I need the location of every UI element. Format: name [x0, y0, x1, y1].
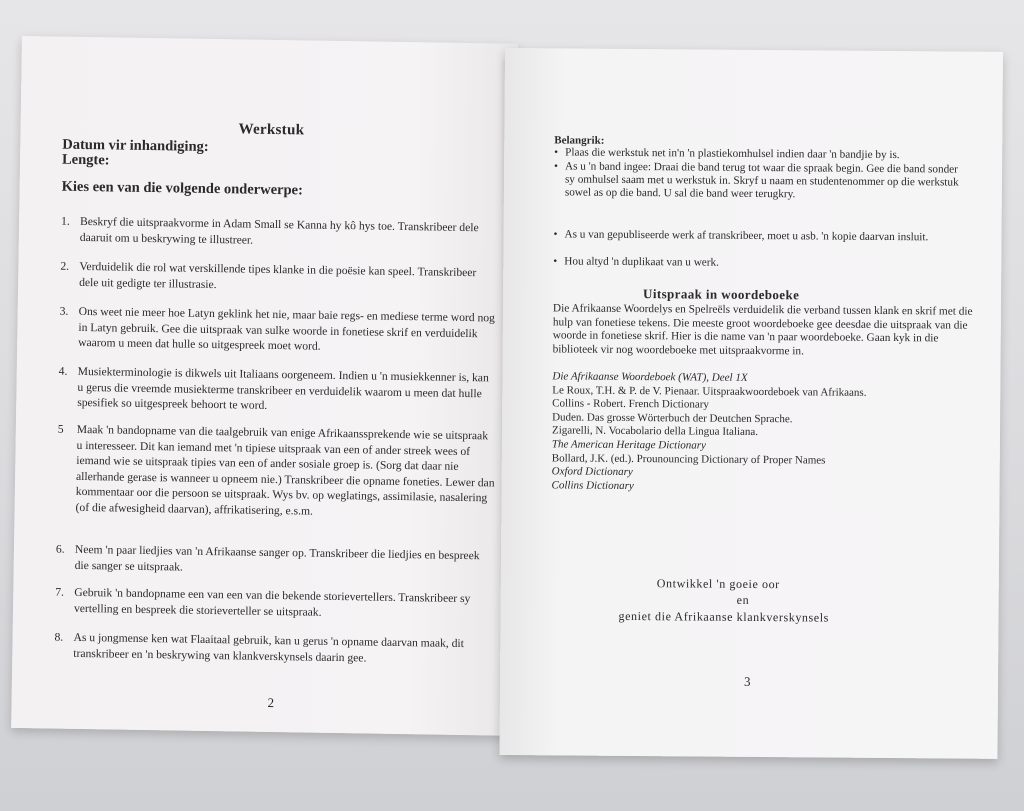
bullet-text: As u van gepubliseerde werk af transkribeer, moet u asb. 'n kopie daarvan insluit.: [564, 228, 929, 244]
item-text: As u jongmense ken wat Flaaitaal gebruik, kan u gerus 'n opname daarvan maak, dit transkribeer en 'n beskrywing van klankverskynsels daarin gee.: [73, 630, 464, 664]
list-item: [54, 630, 492, 668]
bullet-item: [553, 255, 963, 271]
item-text: Maak 'n bandopname van die taalgebruik van enige Afrikaanssprekende wie se uitspraak u interesseer. Dit kan iemand met 'n tipiese uitspraak van een of ander streek wees of iemand wie se uitspraak tipies van een of ander sosiale groep is. (Sorg dat daar nie allerhande gerase is wanneer u opneem nie.) Transkribeer die opname foneties. Lewer dan kommentaar oor die persoon se uitspraak. Wys bv. op weglatings, assimilasie, nasalering (of die afwesigheid daarvan), affrikatisering, e.s.m.: [75, 422, 495, 518]
list-item: [60, 259, 498, 297]
list-item: [56, 542, 494, 580]
reference-item: Oxford Dictionary: [551, 465, 633, 479]
list-item: [59, 304, 498, 357]
item-number: 2.: [60, 259, 70, 273]
bullet-icon: •: [553, 255, 558, 268]
page-number: 2: [267, 694, 275, 711]
item-number: 5: [57, 422, 64, 436]
important-label: Belangrik:: [554, 134, 605, 147]
item-text: Musiekterminologie is dikwels uit Italiaans oorgeneem. Indien u 'n musiekkenner is, kan u gerus die vreemde musiekterme transkribeer en verduidelik waarom u meen dat hulle spesifiek so uitgespreek behoort te word.: [77, 364, 489, 412]
item-number: 1.: [60, 214, 70, 228]
left-page: [11, 36, 518, 736]
list-item: [55, 585, 493, 623]
reference-item: Zigarelli, N. Vocabolario della Lingua Italiana.: [551, 424, 759, 439]
footer-line: Ontwikkel 'n goeie oor: [656, 576, 780, 592]
reference-item: Collins - Robert. French Dictionary: [552, 397, 709, 411]
item-text: Neem 'n paar liedjies van 'n Afrikaanse sanger op. Transkribeer die liedjies en bespreek die sanger se uitspraak.: [74, 542, 480, 574]
bullet-icon: •: [554, 160, 559, 173]
item-number: 6.: [55, 542, 65, 556]
item-number: 7.: [55, 585, 65, 599]
bullet-text: Plaas die werkstuk net in'n 'n plastiekomhulsel indien daar 'n bandjie by is.: [565, 146, 900, 162]
item-text: Gebruik 'n bandopname een van een van die bekende storievertellers. Transkribeer sy vertelling en bespreek die storieverteller se uitspraak.: [73, 585, 471, 619]
footer-line: geniet die Afrikaanse klankverskynsels: [618, 608, 830, 625]
item-number: 3.: [59, 304, 69, 318]
bullet-icon: •: [554, 146, 559, 159]
item-text: Verduidelik die rol wat verskillende tipes klanke in die poësie kan speel. Transkribeer dele uit gedigte ter illustrasie.: [79, 259, 477, 291]
bullet-item: [553, 228, 963, 244]
item-text: Ons weet nie meer hoe Latyn geklink het nie, maar baie regs- en mediese terme word nog in Latyn gebruik. Gee die uitspraak van sulke woorde in fonetiese skrif en verduidelik waarom u meen dat hulle so uitgespreek moet word.: [78, 304, 495, 353]
item-number: 4.: [58, 364, 68, 378]
bullet-text: Hou altyd 'n duplikaat van u werk.: [564, 255, 719, 269]
section-paragraph: Die Afrikaanse Woordelys en Spelreëls verduidelik die verband tussen klank en skrif met die hulp van fonetiese tekens. Die meeste groot woordeboeke gee deesdae die uitspraak van die woorde in fonetiese skrif. Hier is die name van 'n paar woordeboeke. Gaan kyk in die biblioteek vir nog woordeboeke met uitspraakvorme in.: [552, 302, 973, 357]
bullet-text: As u 'n band ingee: Draai die band terug tot waar die spraak begin. Gee die band sonder sy omhulsel saam met u werkstuk in. Skryf u naam en studentenommer op die werkstuk sowel as op die band. U sal die band weer terugkry.: [564, 160, 959, 201]
reference-item: Collins Dictionary: [551, 479, 634, 492]
reference-item: The American Heritage Dictionary: [551, 438, 707, 452]
list-item: [61, 214, 499, 252]
reference-item: Die Afrikaanse Woordeboek (WAT), Deel 1X: [552, 370, 748, 384]
page-title: Werkstuk: [238, 121, 305, 139]
reference-item: Le Roux, T.H. & P. de V. Pienaar. Uitspraakwoordeboek van Afrikaans.: [552, 383, 867, 399]
lengte-label: Lengte:: [61, 151, 110, 169]
topics-heading: Kies een van die volgende onderwerpe:: [61, 178, 303, 199]
reference-item: Bollard, J.K. (ed.). Prounouncing Dictionary of Proper Names: [551, 451, 826, 467]
page-number: 3: [743, 673, 751, 689]
footer-line: en: [736, 592, 750, 607]
list-item: [58, 364, 497, 417]
reference-item: Duden. Das grosse Wörterbuch der Deutchen Sprache.: [552, 411, 793, 426]
datum-label: Datum vir inhandiging:: [62, 136, 209, 155]
bullet-icon: •: [553, 228, 558, 241]
bullet-item: [554, 160, 964, 203]
reference-list: [552, 370, 973, 496]
right-page: [499, 48, 1003, 759]
list-item: [56, 422, 495, 522]
item-text: Beskryf die uitspraakvorme in Adam Small se Kanna hy kô hys toe. Transkribeer dele daaruit om u beskrywing te illustreer.: [79, 214, 479, 247]
item-number: 8.: [54, 630, 64, 644]
section-heading: Uitspraak in woordeboeke: [643, 286, 800, 303]
